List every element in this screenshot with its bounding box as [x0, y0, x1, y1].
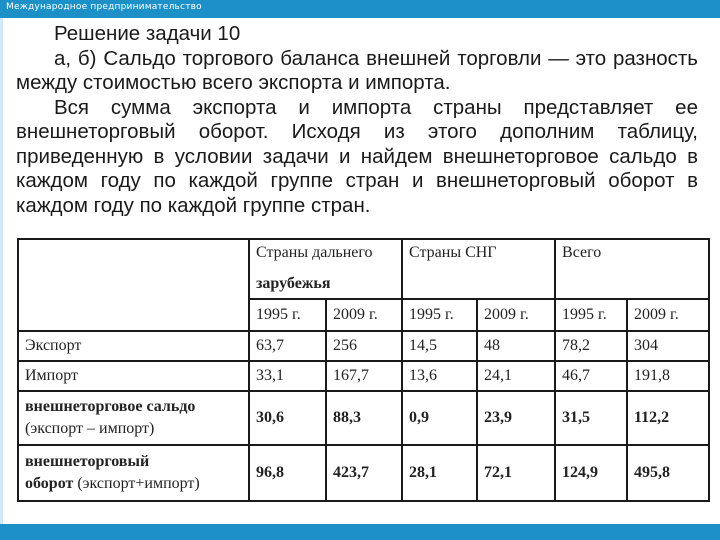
table-cell: 256 [326, 331, 402, 361]
row-label-import: Импорт [18, 361, 249, 391]
group-header-far-abroad-line2: зарубежья [249, 271, 402, 299]
header-org-label: Международное предпринимательство [6, 2, 202, 12]
paragraph-balance-definition: а, б) Сальдо торгового баланса внешней торговли — это разность между стоимостью всего экспорта и импорта. [16, 46, 698, 94]
table-cell: 30,6 [249, 391, 326, 445]
table-cell: 0,9 [402, 391, 477, 445]
table-cell: 31,5 [555, 391, 627, 445]
solution-text [16, 22, 698, 224]
table-cell: 14,5 [402, 331, 477, 361]
table-cell: 124,9 [555, 445, 627, 501]
table-cell: 304 [627, 331, 709, 361]
table-header-row-groups [18, 239, 709, 271]
table-cell: 72,1 [477, 445, 555, 501]
table-cell: 23,9 [477, 391, 555, 445]
trade-table [17, 238, 710, 502]
year-header: 2009 г. [326, 299, 402, 331]
left-accent-strip [0, 18, 3, 524]
table-cell: 191,8 [627, 361, 709, 391]
table-cell: 24,1 [477, 361, 555, 391]
group-header-total: Всего [555, 239, 709, 299]
table-cell: 33,1 [249, 361, 326, 391]
row-label-trade-turnover-main2: оборот [25, 475, 74, 492]
row-label-trade-turnover-formula: (экспорт+импорт) [73, 475, 200, 492]
table-row-trade-turnover [18, 445, 709, 501]
table-cell: 48 [477, 331, 555, 361]
year-header: 1995 г. [402, 299, 477, 331]
row-label-export: Экспорт [18, 331, 249, 361]
row-label-trade-balance-main: внешнеторговое сальдо [25, 398, 196, 415]
row-label-trade-balance-formula: (экспорт – импорт) [25, 420, 155, 437]
trade-table-wrapper [17, 238, 708, 500]
table-cell: 96,8 [249, 445, 326, 501]
table-cell: 495,8 [627, 445, 709, 501]
table-cell: 88,3 [326, 391, 402, 445]
group-header-cis: Страны СНГ [402, 239, 555, 299]
header-bar [0, 0, 720, 18]
year-header: 1995 г. [249, 299, 326, 331]
table-cell: 423,7 [326, 445, 402, 501]
table-cell: 112,2 [627, 391, 709, 445]
table-corner-cell [18, 239, 249, 331]
year-header: 2009 г. [627, 299, 709, 331]
year-header: 2009 г. [477, 299, 555, 331]
table-row-export [18, 331, 709, 361]
footer-bar [0, 524, 720, 540]
row-label-trade-turnover [18, 445, 249, 501]
row-label-trade-balance [18, 391, 249, 445]
year-header: 1995 г. [555, 299, 627, 331]
table-cell: 13,6 [402, 361, 477, 391]
group-header-far-abroad: Страны дальнего [249, 239, 402, 271]
table-cell: 28,1 [402, 445, 477, 501]
row-label-trade-turnover-main: внешнеторговый [25, 453, 150, 470]
table-cell: 167,7 [326, 361, 402, 391]
table-cell: 63,7 [249, 331, 326, 361]
solution-heading: Решение задачи 10 [54, 22, 241, 45]
paragraph-turnover-definition: Вся сумма экспорта и импорта страны представляет ее внешнеторговый оборот. Исходя из этого дополним таблицу, приведенную в условии задачи и найдем внешнеторговое сальдо в каждом году по каждой группе стран и внешнеторговый оборот в каждом году по каждой группе стран. [16, 95, 698, 217]
table-row-import [18, 361, 709, 391]
table-cell: 46,7 [555, 361, 627, 391]
table-cell: 78,2 [555, 331, 627, 361]
table-row-trade-balance [18, 391, 709, 445]
